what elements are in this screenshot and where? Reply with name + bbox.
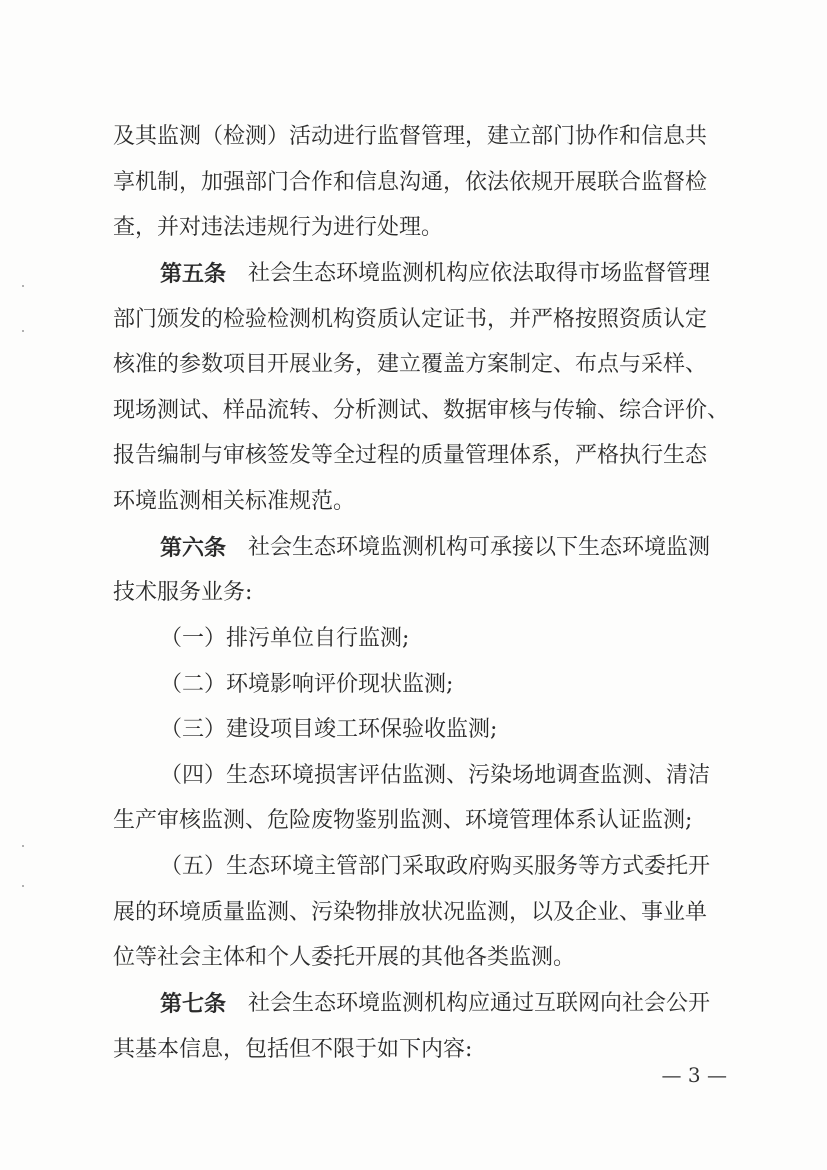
scan-speck — [22, 885, 24, 887]
text-line — [0, 122, 827, 152]
text-line — [0, 943, 827, 973]
text-line — [0, 1035, 827, 1065]
article-heading-line — [0, 533, 827, 563]
line-text: 社会生态环境监测机构应通过互联网向社会公开 — [248, 991, 711, 1016]
line-text: 现场测试、样品流转、分析测试、数据审核与传输、综合评价、 — [113, 398, 730, 423]
line-text: 社会生态环境监测机构应依法取得市场监督管理 — [248, 261, 711, 286]
article-heading-line — [0, 989, 827, 1019]
text-line — [0, 806, 827, 836]
list-item — [0, 670, 827, 700]
text-line — [0, 396, 827, 426]
scan-speck — [22, 845, 24, 847]
line-text: 报告编制与审核签发等全过程的质量管理体系，严格执行生态 — [113, 443, 708, 468]
line-text: 展的环境质量监测、污染物排放状况监测，以及企业、事业单 — [113, 900, 708, 925]
line-text: （一）排污单位自行监测; — [160, 626, 410, 651]
line-text: （二）环境影响评价现状监测; — [160, 672, 454, 697]
line-text: 技术服务业务: — [113, 580, 253, 605]
line-text: 及其监测（检测）活动进行监督管理，建立部门协作和信息共 — [113, 124, 708, 149]
text-line — [0, 213, 827, 243]
list-item — [0, 715, 827, 745]
line-text: 查，并对违法违规行为进行处理。 — [113, 215, 444, 240]
list-item — [0, 761, 827, 791]
line-text: 其基本信息，包括但不限于如下内容: — [113, 1037, 473, 1062]
scan-speck — [22, 330, 24, 332]
article-heading: 第七条 — [160, 991, 227, 1017]
list-item — [0, 852, 827, 882]
line-text: 位等社会主体和个人委托开展的其他各类监测。 — [113, 945, 576, 970]
list-item — [0, 624, 827, 654]
scan-speck — [22, 285, 24, 287]
line-text: （四）生态环境损害评估监测、污染场地调查监测、清洁 — [160, 763, 711, 788]
text-line — [0, 168, 827, 198]
article-heading-line — [0, 259, 827, 289]
line-text: （三）建设项目竣工环保验收监测; — [160, 717, 498, 742]
line-text: （五）生态环境主管部门采取政府购买服务等方式委托开 — [160, 854, 711, 879]
article-heading: 第六条 — [160, 535, 227, 561]
page-number: — 3 — — [661, 1063, 727, 1087]
line-text: 社会生态环境监测机构可承接以下生态环境监测 — [248, 535, 711, 560]
text-line — [0, 578, 827, 608]
line-text: 生产审核监测、危险废物鉴别监测、环境管理体系认证监测; — [113, 808, 693, 833]
text-line — [0, 487, 827, 517]
line-text: 环境监测相关标准规范。 — [113, 489, 356, 514]
text-line — [0, 441, 827, 471]
line-text: 享机制，加强部门合作和信息沟通，依法依规开展联合监督检 — [113, 170, 708, 195]
line-text: 部门颁发的检验检测机构资质认定证书，并严格按照资质认定 — [113, 307, 708, 332]
text-line — [0, 305, 827, 335]
line-text: 核准的参数项目开展业务，建立覆盖方案制定、布点与采样、 — [113, 352, 708, 377]
article-heading: 第五条 — [160, 261, 227, 287]
text-line — [0, 898, 827, 928]
text-line — [0, 350, 827, 380]
